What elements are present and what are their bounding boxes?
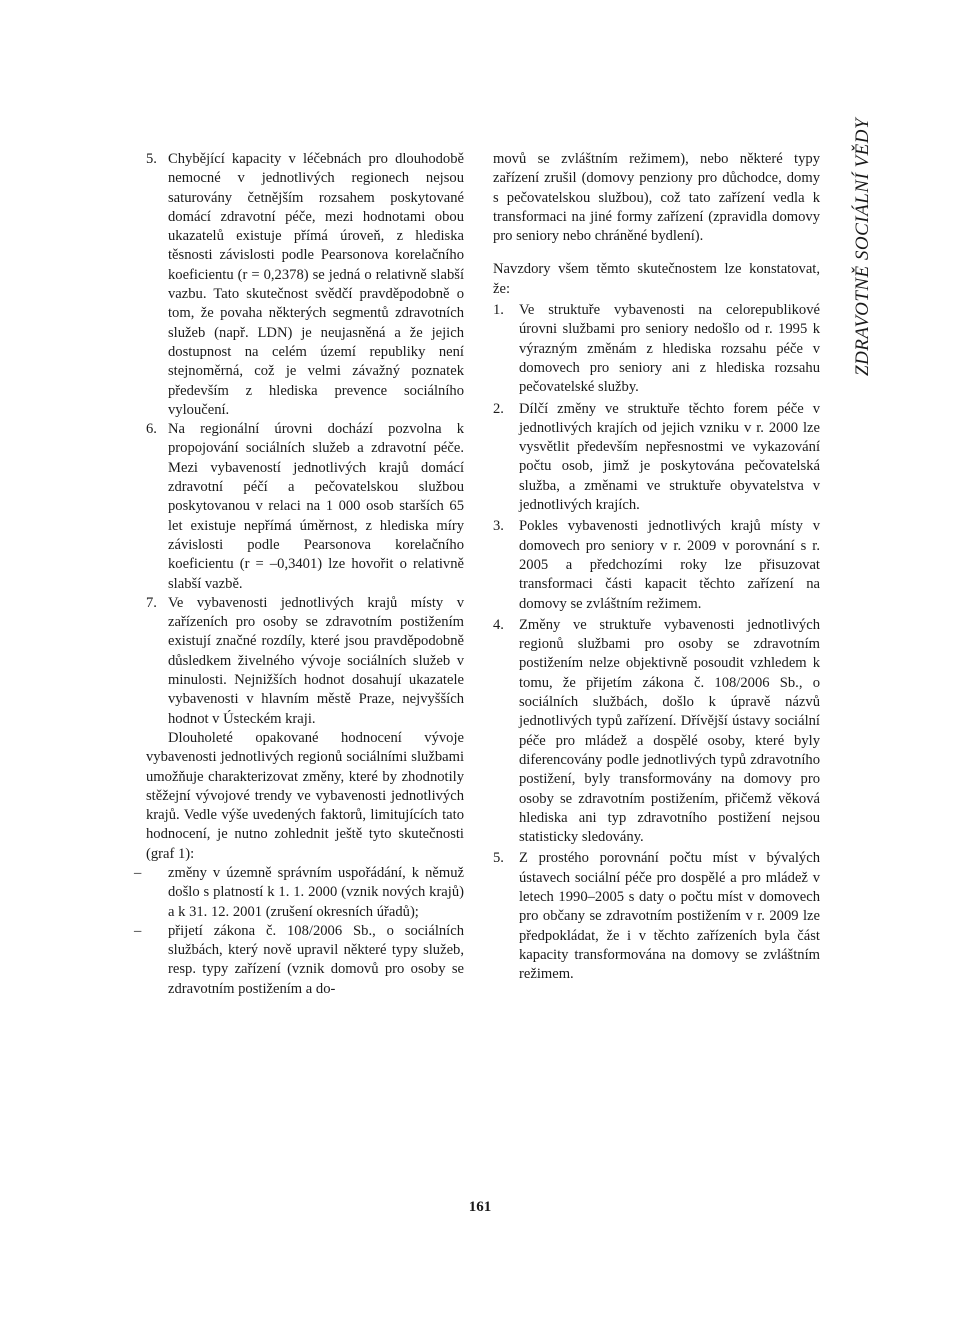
item-text: Na regionální úrovni dochází pozvolna k propojování sociálních služeb a zdravotní péče. Mezi vybaveností jednotlivých krajů domácí zdravotní péčí a pečovatelskou službou poskytovanou v relaci na 1 000 osob starších 65 let existuje nepřímá úměrnost, z hlediska míry závislosti podle Pearsonova korelačního koeficientu (r = –0,3401) lze hovořit o relativně slabší vazbě.: [168, 421, 464, 592]
dash-mark: –: [134, 864, 142, 881]
dash-item-2: [134, 922, 464, 999]
numbered-item-5: [493, 849, 820, 984]
item-text: Pokles vybavenosti jednotlivých krajů místy v domovech pro seniory v r. 2009 v porovnání s r. 2005 a předchozími roky lze přisuzovat transformaci části kapacit těchto zařízení na domovy se zvláštním režimem.: [519, 518, 820, 612]
dash-mark: –: [134, 922, 142, 939]
numbered-item-3: [493, 517, 820, 613]
numbered-item-7: [146, 594, 464, 729]
item-text: Změny ve struktuře vybavenosti jednotlivých regionů službami pro osoby se zdravotním postižením nelze objektivně posoudit vzhledem k tomu, že přijetím zákona č. 108/2006 Sb., o sociálních službách, došlo k úpravě názvů jednotlivých typů zařízení. Dřívější ústavy sociální péče pro mládež a dospělé osoby, které byly diferencovány podle jednotlivých typů zdravotního postižení, byly transformovány na domovy pro osoby se zdravotním postižením, přičemž věková hlediska ani typ zdravotního postižení nejsou statisticky sledovány.: [519, 616, 820, 846]
page-number: 161: [468, 1199, 492, 1215]
numbered-item-4: [493, 616, 820, 848]
numbered-item-2: [493, 400, 820, 516]
item-text: Chybějící kapacity v léčebnách pro dlouhodobě nemocné v jednotlivých regionech nejsou saturovány četnějším rozsahem poskytované domácí zdravotní péče, mezi hodnotami obou ukazatelů existuje přímá úroveň, z hlediska těsnosti závislosti podle Pearsonova korelačního koeficientu (r = 0,2378) se jedná o relativně slabší vazbu. Tato skutečnost svědčí pravděpodobně o tom, že povaha některých segmentů zdravotních služeb (např. LDN) je neujasněná a že jejich dostupnost na celém území republiky není stejnoměrná, což je velmi závažný poznatek především z hlediska prevence sociálního vyloučení.: [168, 151, 464, 418]
numbered-item-1: [493, 301, 820, 397]
item-number: 1.: [493, 302, 504, 319]
item-number: 5.: [146, 151, 157, 167]
item-text: Z prostého porovnání počtu míst v bývalých ústavech sociální péče pro dospělé a pro mládež v letech 1990–2005 s daty o počtu míst v domovech pro občany se zdravotním postižením v r. 2009 lze předpokládat, že i v těchto zařízeních byla část kapacity transformována na domovy se zvláštním režimem.: [519, 850, 820, 983]
dash-item-1: [134, 864, 464, 922]
item-text: Dílčí změny ve struktuře těchto forem péče v jednotlivých krajích od jejich vzniku v r. 2000 lze vysvětlit především nepřesnostmi ve vykazování počtu osob, jimž je poskytována pečovatelská služba, a změnami ve struktuře obyvatelstva v jednotlivých krajích.: [519, 400, 820, 514]
intro-paragraph: Navzdory všem těmto skutečnostem lze konstatovat, že:: [493, 261, 820, 297]
item-number: 3.: [493, 518, 504, 535]
item-number: 7.: [146, 594, 157, 611]
item-text: Ve vybavenosti jednotlivých krajů místy v zařízeních pro osoby se zdravotním postižením existují značné rozdíly, které jsou pravděpodobně důsledkem živelného vývoje sociálních služeb v minulosti. Nejnižších hodnot dosahují ukazatele vybavenosti v hlavním městě Praze, nejvyšších hodnot v Ústeckém kraji.: [168, 594, 464, 727]
continuation-paragraph: movů se zvláštním režimem), nebo některé typy zařízení zrušil (domovy penziony pro důchodce, domy s pečovatelskou službou), což tato zařízení vedla k transformaci na jiné formy zařízení (zpravidla domovy pro seniory nebo chráněné bydlení).: [493, 151, 820, 245]
body-paragraph: Dlouholeté opakované hodnocení vývoje vybavenosti jednotlivých regionů sociálními službami umožňuje charakterizovat změny, které by zhodnotily stěžejní vývojové trendy ve vybavenosti jednotlivých krajů. Vedle výše uvedených faktorů, limitujících tato hodnocení, je nutno zohlednit ještě tyto skutečnosti (graf 1):: [146, 729, 464, 862]
item-text: Ve struktuře vybavenosti na celorepublikové úrovni službami pro seniory nedošlo od r. 1995 k výrazným změnám z hlediska rozsahu péče v domovech pro seniory ani z hlediska rozsahu pečovatelské služby.: [519, 302, 820, 396]
numbered-item-6: [146, 420, 464, 594]
journal-side-title: ZDRAVOTNĚ SOCIÁLNÍ VĚDY: [852, 117, 873, 376]
item-number: 5.: [493, 850, 504, 867]
dash-text: změny v územně správním uspořádání, k němuž došlo s platností k 1. 1. 2000 (vznik nových krajů) a k 31. 12. 2001 (zrušení okresních úřadů);: [168, 864, 464, 920]
item-number: 4.: [493, 616, 504, 633]
right-column: [493, 150, 820, 984]
dash-text: přijetí zákona č. 108/2006 Sb., o sociálních službách, který nově upravil některé typy služeb, resp. typy zařízení (vznik domovů pro osoby se zdravotním postižením a do-: [168, 922, 464, 997]
numbered-item-5: [146, 150, 464, 420]
item-number: 2.: [493, 400, 504, 417]
left-column: [134, 150, 464, 999]
item-number: 6.: [146, 421, 157, 438]
